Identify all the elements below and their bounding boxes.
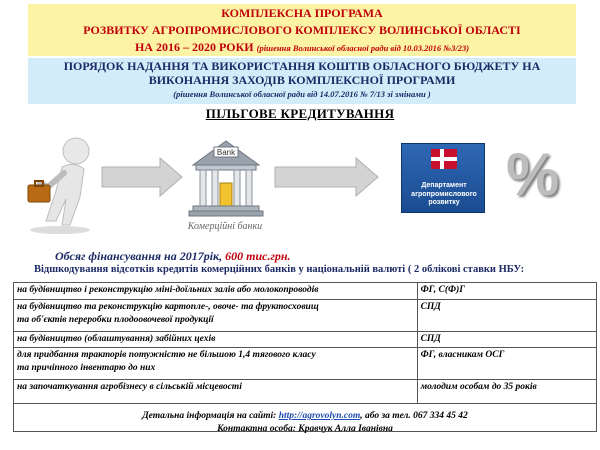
person-with-briefcase-icon bbox=[28, 138, 90, 234]
department-logo bbox=[401, 143, 485, 213]
program-decision-note: (рішення Волинської обласної ради від 10.03.2016 №3/23) bbox=[256, 43, 470, 53]
contact-person: Контактна особа: Кравчук Алла Іванівна bbox=[217, 424, 393, 434]
recipient-cell: СПД bbox=[417, 300, 596, 332]
contact-site-line bbox=[13, 410, 597, 423]
table-row bbox=[14, 348, 597, 380]
table-row bbox=[14, 380, 597, 404]
purpose-cell bbox=[14, 300, 418, 332]
section-title: ПІЛЬГОВЕ КРЕДИТУВАННЯ bbox=[205, 106, 395, 121]
procedure-line1: ПОРЯДОК НАДАННЯ ТА ВИКОРИСТАННЯ КОШТІВ ОБЛАСНОГО БЮДЖЕТУ НА bbox=[63, 59, 541, 73]
arrow-icon bbox=[102, 158, 182, 196]
purpose-cell: на будівництво і реконструкцію міні-доїльних залів або молокопроводів bbox=[14, 283, 418, 300]
procedure-line2: ВИКОНАННЯ ЗАХОДІВ КОМПЛЕКСНОЇ ПРОГРАМИ bbox=[148, 73, 456, 87]
funding-label: Обсяг фінансування на 2017рік, bbox=[55, 249, 223, 263]
procedure-banner bbox=[28, 58, 576, 104]
funding-amount: 600 тис.грн. bbox=[225, 249, 291, 263]
purpose-cell: на започаткування агробізнесу в сільській місцевості bbox=[14, 380, 418, 404]
bank-caption: Комерційні банки bbox=[187, 221, 263, 232]
recipient-cell: молодим особам до 35 років bbox=[417, 380, 596, 404]
purpose-cell bbox=[14, 348, 418, 380]
bank-building-icon bbox=[189, 141, 263, 216]
website-link[interactable]: http://agrovolyn.com bbox=[278, 411, 361, 421]
info-prefix: Детальна інформація на сайті: bbox=[142, 411, 277, 421]
purpose-line: та об'єктів переробки плодоовочевої продукції bbox=[17, 315, 214, 325]
program-title-line3 bbox=[28, 39, 576, 57]
table-row bbox=[14, 283, 597, 300]
funding-volume bbox=[55, 249, 291, 264]
purpose-cell: на будівництво (облаштування) забійних цехів bbox=[14, 332, 418, 348]
recipient-cell: СПД bbox=[417, 332, 596, 348]
recipient-cell: ФГ, С(Ф)Г bbox=[417, 283, 596, 300]
compensation-text: Відшкодування відсотків кредитів комерційних банків у національній валюті ( 2 облікові ставки НБУ: bbox=[34, 264, 525, 275]
department-label: Департамент агропромислового розвитку bbox=[411, 182, 477, 206]
table-row bbox=[14, 332, 597, 348]
table-row bbox=[14, 300, 597, 332]
program-header-banner bbox=[28, 4, 576, 56]
phone-text: , або за тел. 067 334 45 42 bbox=[360, 411, 468, 421]
program-title-line1: КОМПЛЕКСНА ПРОГРАМА bbox=[221, 6, 383, 20]
program-title-line2: РОЗВИТКУ АГРОПРОМИСЛОВОГО КОМПЛЕКСУ ВОЛИНСЬКОЇ ОБЛАСТІ bbox=[83, 23, 521, 37]
purpose-line: та причіпного інвентарю до них bbox=[17, 363, 156, 373]
percent-icon: % bbox=[506, 141, 560, 208]
arrow-icon bbox=[275, 158, 378, 196]
bank-sign: Bank bbox=[216, 148, 236, 157]
purpose-line: для придбання тракторів потужністю не більшою 1,4 тягового класу bbox=[17, 350, 316, 360]
flag-icon bbox=[431, 149, 457, 169]
purpose-line: на будівництво та реконструкцію картопле-, овоче- та фруктосховищ bbox=[17, 302, 319, 312]
recipient-cell: ФГ, власникам ОСГ bbox=[417, 348, 596, 380]
contact-info bbox=[13, 410, 597, 436]
procedure-decision-note: (рішення Волинської обласної ради від 14.07.2016 № 7/13 зі змінами ) bbox=[173, 89, 431, 99]
program-years: НА 2016 – 2020 РОКИ bbox=[134, 40, 254, 54]
